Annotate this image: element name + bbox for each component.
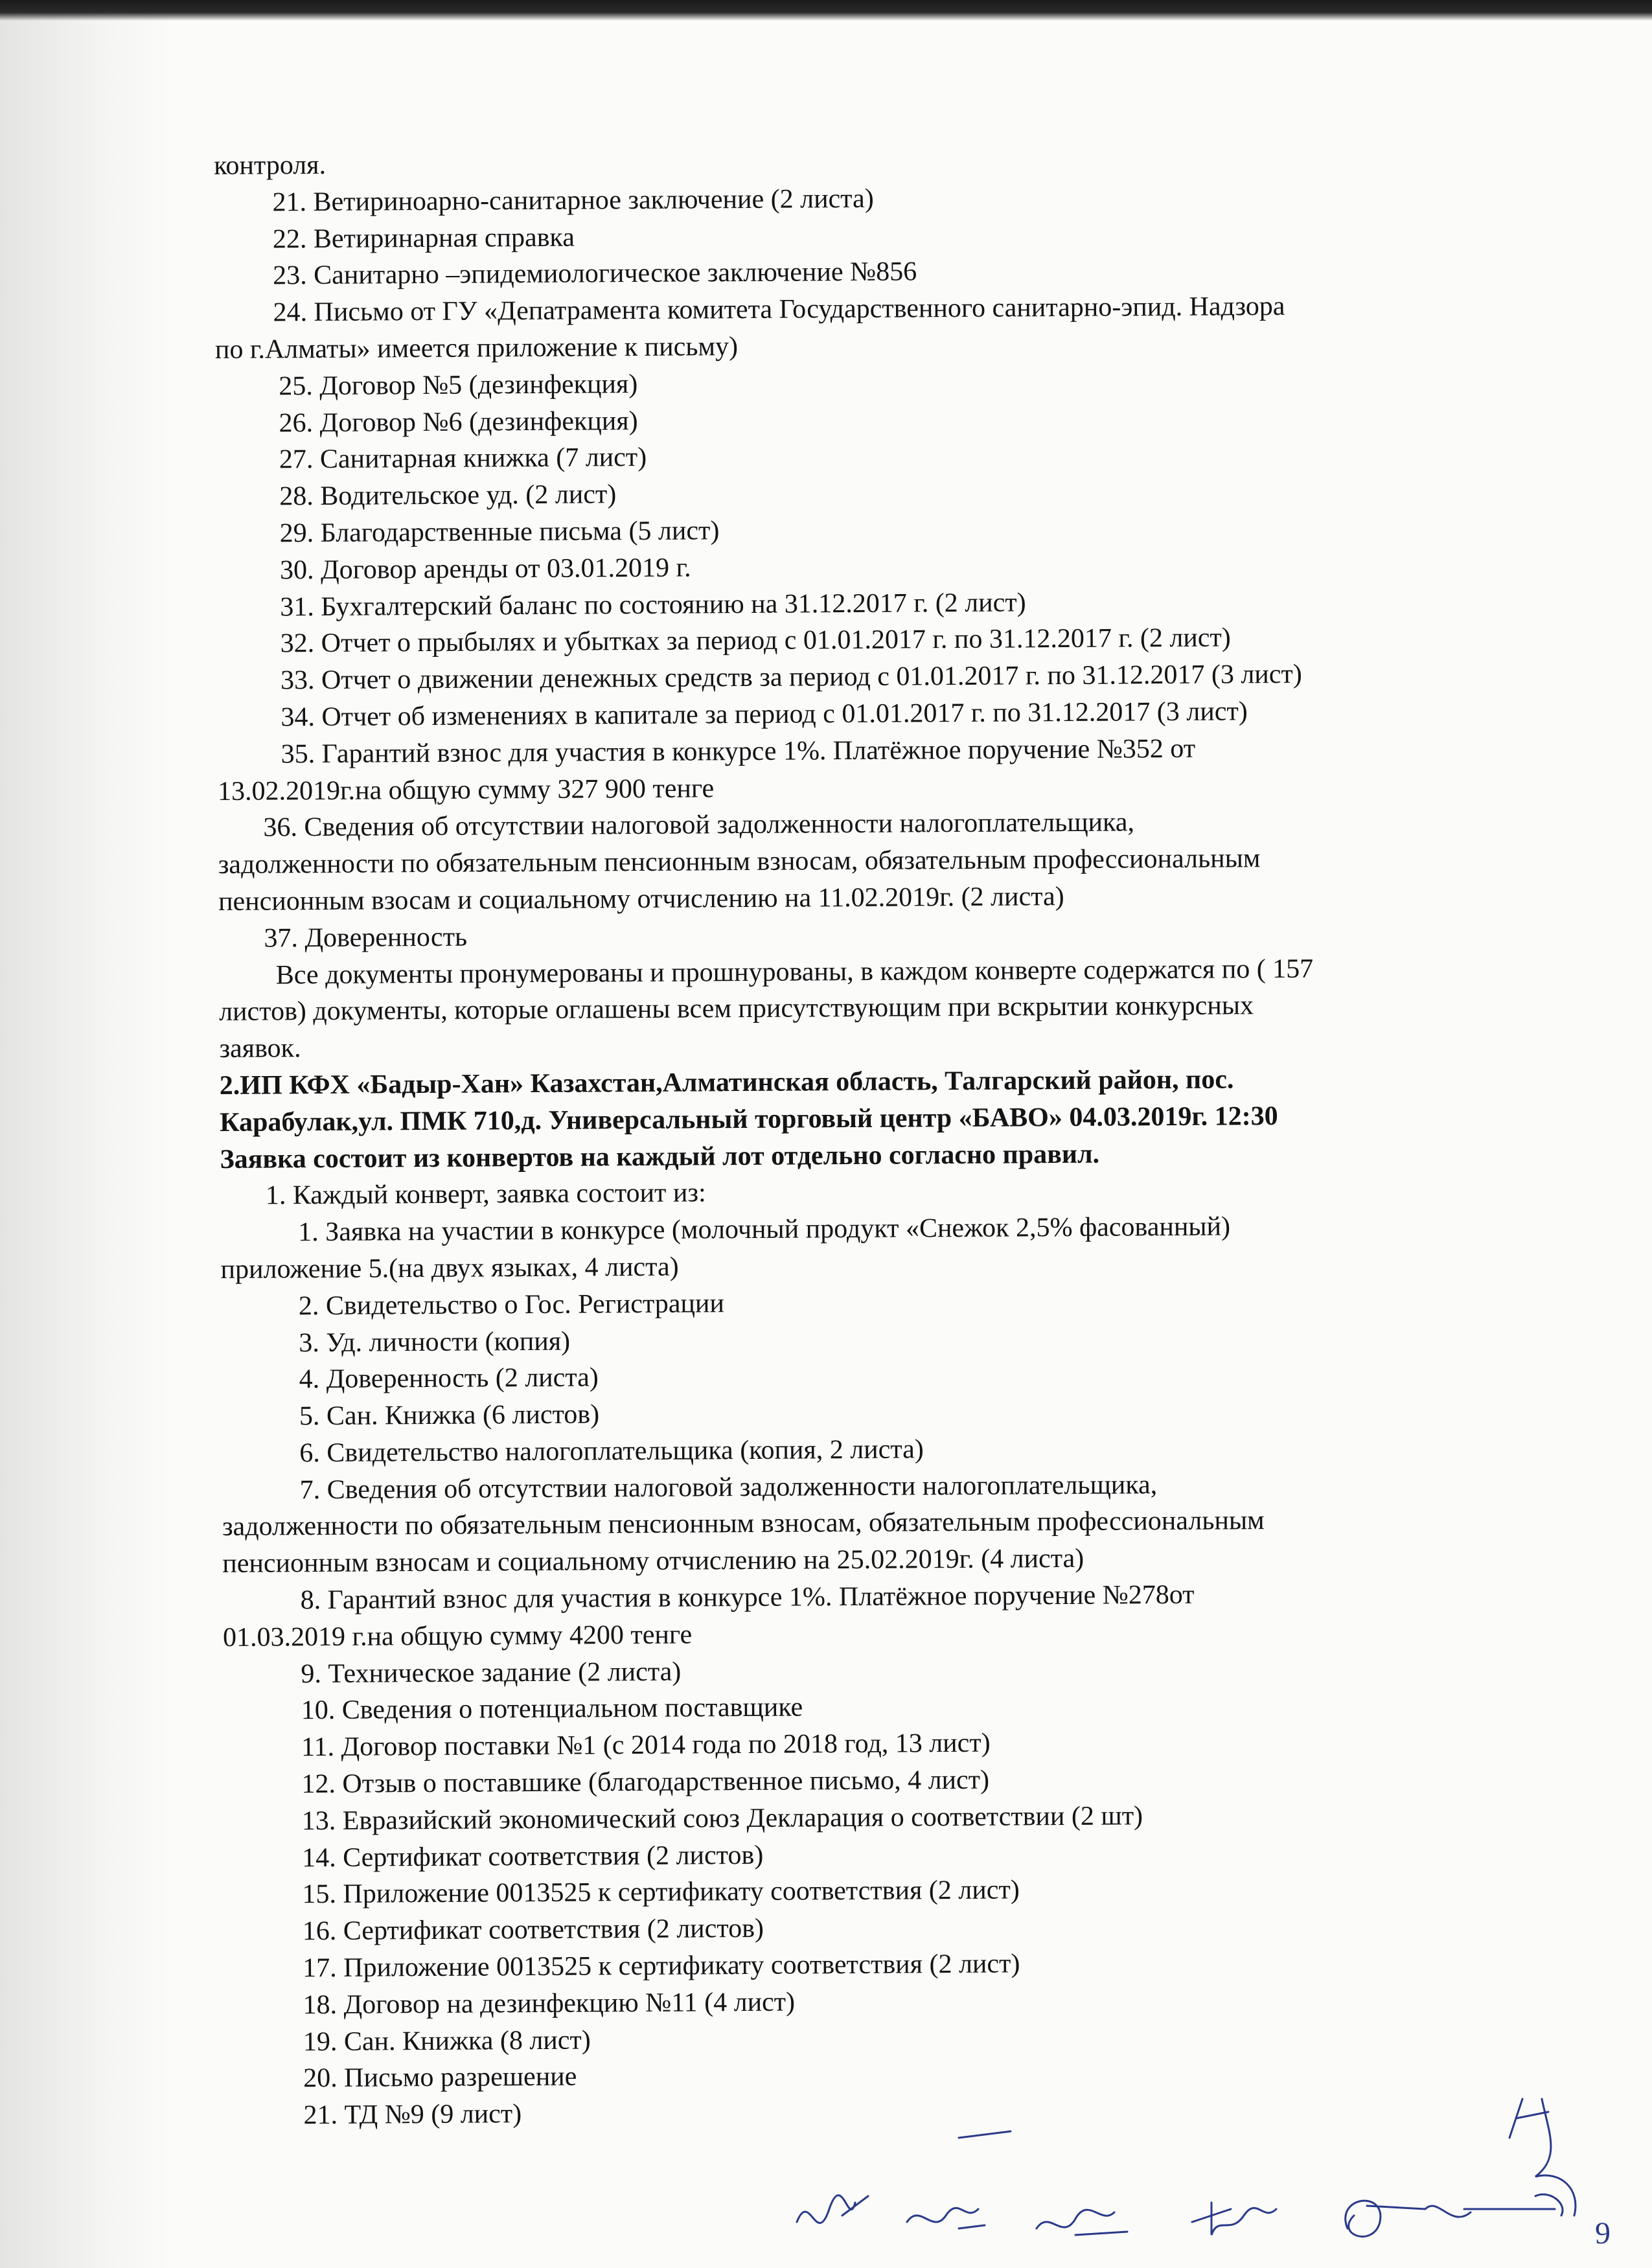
- text-line: контроля.: [214, 150, 327, 181]
- text-line: 01.03.2019 г.на общую сумму 4200 тенге: [222, 1620, 693, 1653]
- text-line: 32. Отчет о прыбылях и убытках за период с 01.01.2017 г. по 31.12.2017 г. (2 лист): [280, 623, 1231, 659]
- text-line: Карабулак,ул. ПМК 710,д. Универсальный торговый центр «БАВО» 04.03.2019г. 12:30: [220, 1101, 1278, 1138]
- text-line: 1. Заявка на участии в конкурсе (молочный продукт «Снежок 2,5% фасованный): [298, 1211, 1231, 1248]
- text-line: 18. Договор на дезинфекцию №11 (4 лист): [303, 1987, 796, 2021]
- text-line: 8. Гарантий взнос для участия в конкурсе 1%. Платёжное поручение №278от: [300, 1579, 1195, 1616]
- text-line: 35. Гарантий взнос для участия в конкурсе 1%. Платёжное поручение №352 от: [281, 733, 1196, 770]
- text-line: по г.Алматы» имеется приложение к письму): [214, 332, 739, 365]
- text-line: пенсионным взносам и социальному отчислению на 25.02.2019г. (4 листа): [222, 1544, 1084, 1579]
- text-line: 5. Сан. Книжка (6 листов): [299, 1399, 600, 1432]
- text-line: 2. Свидетельство о Гос. Регистрации: [298, 1288, 725, 1321]
- text-line: 11. Договор поставки №1 (с 2014 года по 2018 год, 13 лист): [301, 1728, 991, 1763]
- text-line: 26. Договор №6 (дезинфекция): [279, 406, 638, 438]
- text-line: заявок.: [219, 1033, 301, 1064]
- text-line: 34. Отчет об изменениях в капитале за период с 01.01.2017 г. по 31.12.2017 (3 лист): [281, 696, 1248, 733]
- text-line: 2.ИП КФХ «Бадыр-Хан» Казахстан,Алматинская область, Талгарский район, пос.: [219, 1064, 1234, 1101]
- text-line: 23. Санитарно –эпидемиологическое заключение №856: [273, 257, 917, 291]
- text-line: 4. Доверенность (2 листа): [299, 1362, 599, 1395]
- text-line: 21. Ветириноарно-санитарное заключение (2 листа): [272, 183, 874, 218]
- text-line: Заявка состоит из конвертов на каждый лот отдельно согласно правил.: [220, 1139, 1100, 1174]
- text-line: 31. Бухгалтерский баланс по состоянию на 31.12.2017 г. (2 лист): [280, 587, 1026, 622]
- text-line: пенсионным взосам и социальному отчислению на 11.02.2019г. (2 листа): [218, 881, 1064, 917]
- signatures-image: [764, 2060, 1626, 2254]
- scan-shadow: [0, 0, 168, 2268]
- text-line: 1. Каждый конверт, заявка состоит из:: [265, 1178, 706, 1211]
- text-line: 30. Договор аренды от 03.01.2019 г.: [279, 553, 691, 586]
- text-line: 24. Письмо от ГУ «Депатрамента комитета Государственного санитарно-эпид. Надзора: [273, 292, 1285, 328]
- text-line: 9. Техническое задание (2 листа): [301, 1656, 682, 1689]
- scan-edge: [0, 0, 1652, 21]
- text-line: задолженности по обязательным пенсионным взносам, обязательным профессиональным: [222, 1506, 1265, 1542]
- text-line: 16. Сертификат соответствия (2 листов): [302, 1914, 764, 1947]
- text-line: 21. ТД №9 (9 лист): [303, 2099, 522, 2131]
- text-line: 29. Благодарственные письма (5 лист): [279, 516, 720, 549]
- text-line: 28. Водительское уд. (2 лист): [279, 479, 617, 512]
- text-line: 6. Свидетельство налогоплательщика (копия, 2 листа): [299, 1434, 924, 1469]
- text-line: 17. Приложение 0013525 к сертификату соответствия (2 лист): [303, 1949, 1020, 1984]
- text-line: 37. Доверенность: [264, 922, 468, 954]
- text-line: 10. Сведения о потенциальном поставщике: [301, 1692, 803, 1726]
- text-line: 3. Уд. личности (копия): [299, 1326, 571, 1358]
- text-line: 19. Сан. Книжка (8 лист): [303, 2025, 591, 2057]
- text-line: 7. Сведения об отсутствии налоговой задолженности налогоплательщика,: [299, 1469, 1158, 1505]
- text-line: 20. Письмо разрешение: [303, 2062, 577, 2094]
- text-line: 36. Сведения об отсутствии налоговой задолженности налогоплательщика,: [263, 807, 1135, 843]
- text-line: приложение 5.(на двух языках, 4 листа): [220, 1252, 679, 1285]
- text-line: 13. Евразийский экономический союз Декларация о соответствии (2 шт): [301, 1801, 1143, 1837]
- text-line: 13.02.2019г.на общую сумму 327 900 тенге: [217, 773, 715, 807]
- document-body: [214, 140, 1535, 2135]
- text-line: 25. Договор №5 (дезинфекция): [279, 369, 638, 402]
- text-line: 14. Сертификат соответствия (2 листов): [301, 1840, 764, 1873]
- page-number: 9: [1595, 2216, 1611, 2251]
- text-line: листов) документы, которые оглашены всем присутствующим при вскрытии конкурсных: [219, 991, 1254, 1027]
- text-line: Все документы пронумерованы и прошнурованы, в каждом конверте содержатся по ( 157: [275, 954, 1314, 990]
- text-line: 33. Отчет о движении денежных средств за период с 01.01.2017 г. по 31.12.2017 (3 лист): [280, 659, 1302, 696]
- text-line: 12. Отзыв о поставшике (благодарственное письмо, 4 лист): [301, 1765, 990, 1800]
- text-line: задолженности по обязательным пенсионным взносам, обязательным профессиональным: [218, 843, 1261, 880]
- text-line: 27. Санитарная книжка (7 лист): [279, 442, 647, 475]
- text-line: 22. Ветиринарная справка: [272, 222, 575, 255]
- text-line: 15. Приложение 0013525 к сертификату соответствия (2 лист): [302, 1875, 1020, 1910]
